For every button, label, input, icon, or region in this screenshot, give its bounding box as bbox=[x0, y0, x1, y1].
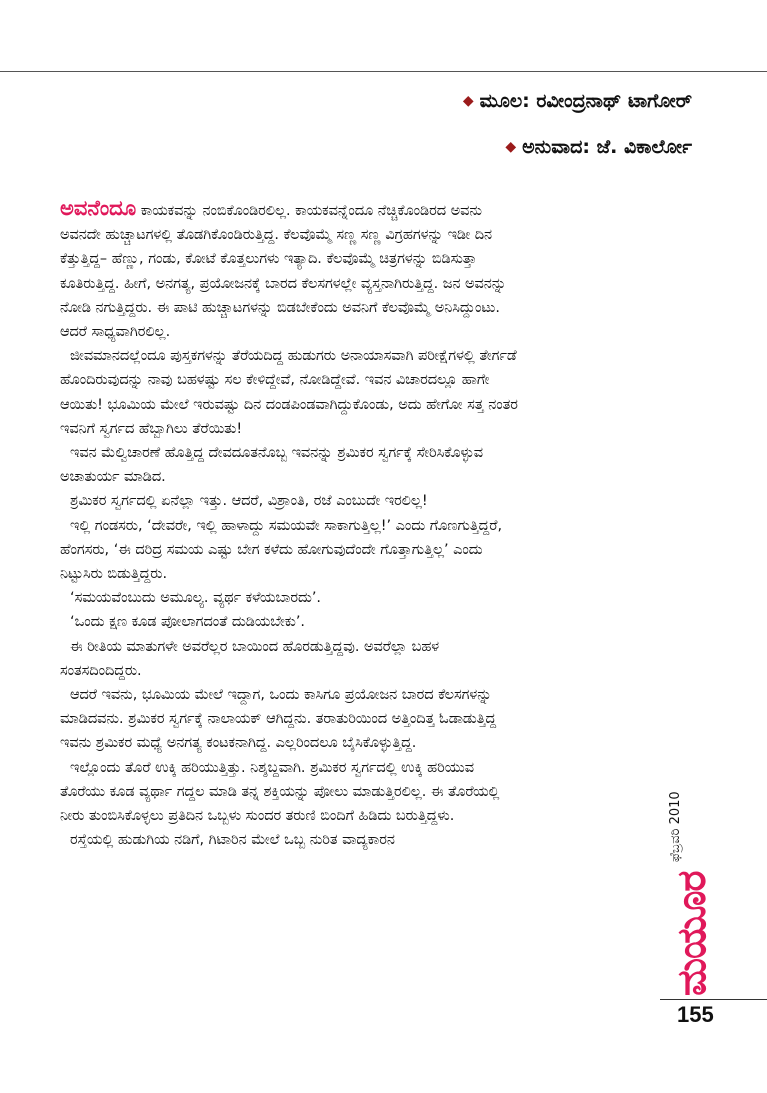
story-paragraph bbox=[60, 610, 520, 634]
translator-credit-text: ಅನುವಾದ: ಜೆ. ವಿಕಾರ್ಲೋ bbox=[522, 136, 692, 158]
top-rule bbox=[0, 71, 767, 72]
diamond-bullet-icon: ◆ bbox=[462, 93, 474, 109]
story-paragraph bbox=[60, 441, 520, 489]
paragraph-text: ‘ಸಮಯವೆಂಬುದು ಅಮೂಲ್ಯ. ವ್ಯರ್ಥ ಕಳೆಯಬಾರದು’. bbox=[70, 590, 321, 607]
paragraph-text: ಕಾಯಕವನ್ನು ನಂಬಿಕೊಂಡಿರಲಿಲ್ಲ. ಕಾಯಕವನ್ನೆಂದೂ ನೆಚ್ಚಿಕೊಂಡಿರದ ಅವನು ಅವನದೇ ಹುಚ್ಚಾಟಗಳಲ್ಲಿ ತೊಡಗಿಕೊಂಡಿರುತ್ತಿದ್ದ. ಕೆಲವೊಮ್ಮೆ ಸಣ್ಣ ಸಣ್ಣ ವಿಗ್ರಹಗಳನ್ನು ಇಡೀ ದಿನ ಕೆತ್ತುತ್ತಿದ್ದ– ಹೆಣ್ಣು, ಗಂಡು, ಕೋಟೆ ಕೊತ್ತಲುಗಳು ಇತ್ಯಾದಿ. ಕೆಲವೊಮ್ಮೆ ಚಿತ್ರಗಳನ್ನು ಬಿಡಿಸುತ್ತಾ ಕೂತಿರುತ್ತಿದ್ದ. ಹೀಗೆ, ಅನಗತ್ಯ, ಪ್ರಯೋಜನಕ್ಕೆ ಬಾರದ ಕೆಲಸಗಳಲ್ಲೇ ವ್ಯಸ್ತನಾಗಿರುತ್ತಿದ್ದ. ಜನ ಅವನನ್ನು ನೋಡಿ ನಗುತ್ತಿದ್ದರು. ಈ ಪಾಟಿ ಹುಚ್ಚಾಟಗಳನ್ನು ಬಿಡಬೇಕೆಂದು ಅವನಿಗೆ ಕೆಲವೊಮ್ಮೆ ಅನಿಸಿದ್ದುಂಟು. ಆದರೆ ಸಾಧ್ಯವಾಗಿರಲಿಲ್ಲ. bbox=[60, 203, 507, 341]
author-credit-text: ಮೂಲ: ರವೀಂದ್ರನಾಥ್ ಟಾಗೋರ್ bbox=[479, 90, 692, 112]
story-paragraph bbox=[60, 683, 520, 756]
paragraph-text: ‘ಒಂದು ಕ್ಷಣ ಕೂಡ ಪೋಲಾಗದಂತೆ ದುಡಿಯಬೇಕು’. bbox=[70, 614, 306, 631]
story-paragraph bbox=[60, 196, 520, 344]
paragraph-text: ರಸ್ತೆಯಲ್ಲಿ ಹುಡುಗಿಯ ನಡಿಗೆ, ಗಿಟಾರಿನ ಮೇಲೆ ಒಬ್ಬ ನುರಿತ ವಾದ್ಯಕಾರನ bbox=[70, 832, 395, 849]
diamond-bullet-icon: ◆ bbox=[505, 139, 517, 155]
translator-credit bbox=[505, 136, 692, 158]
author-credit bbox=[463, 90, 692, 112]
footer-rule bbox=[660, 999, 767, 1000]
paragraph-text: ಇಲ್ಲಿ ಗಂಡಸರು, ‘ದೇವರೇ, ಇಲ್ಲಿ ಹಾಳಾದ್ದು ಸಮಯವೇ ಸಾಕಾಗುತ್ತಿಲ್ಲ!’ ಎಂದು ಗೊಣಗುತ್ತಿದ್ದರೆ, ಹೆಂಗಸರು, ‘ಈ ದರಿದ್ರ ಸಮಯ ಎಷ್ಟು ಬೇಗ ಕಳೆದು ಹೋಗುವುದೆಂದೇ ಗೊತ್ತಾಗುತ್ತಿಲ್ಲ’ ಎಂದು ನಿಟ್ಟುಸಿರು ಬಿಡುತ್ತಿದ್ದರು. bbox=[60, 517, 503, 583]
paragraph-text: ಇವನ ಮೆಲ್ವಿಚಾರಣೆ ಹೊತ್ತಿದ್ದ ದೇವದೂತನೊಬ್ಬ ಇವನನ್ನು ಶ್ರಮಿಕರ ಸ್ವರ್ಗಕ್ಕೆ ಸೇರಿಸಿಕೊಳ್ಳುವ ಅಚಾತುರ್ಯ ಮಾಡಿದ. bbox=[60, 445, 484, 486]
paragraph-text: ಇಲ್ಲೊಂದು ತೊರೆ ಉಕ್ಕಿ ಹರಿಯುತ್ತಿತ್ತು. ನಿಶ್ಶಬ್ದವಾಗಿ. ಶ್ರಮಿಕರ ಸ್ವರ್ಗದಲ್ಲಿ ಉಕ್ಕಿ ಹರಿಯುವ ತೊರೆಯು ಕೂಡ ವ್ಯರ್ಥಾ ಗದ್ದಲ ಮಾಡಿ ತನ್ನ ಶಕ್ತಿಯನ್ನು ಪೋಲು ಮಾಡುತ್ತಿರಲಿಲ್ಲ. ಈ ತೊರೆಯಲ್ಲಿ ನೀರು ತುಂಬಿಸಿಕೊಳ್ಳಲು ಪ್ರತಿದಿನ ಒಬ್ಬಳು ಸುಂದರ ತರುಣಿ ಬಿಂದಿಗೆ ಹಿಡಿದು ಬರುತ್ತಿದ್ದಳು. bbox=[60, 759, 500, 825]
story-paragraph bbox=[60, 635, 520, 683]
magazine-logo: ಮಯೂರ bbox=[669, 871, 715, 996]
paragraph-text: ಶ್ರಮಿಕರ ಸ್ವರ್ಗದಲ್ಲಿ ಏನೆಲ್ಲಾ ಇತ್ತು. ಆದರೆ, ವಿಶ್ರಾಂತಿ, ರಜೆ ಎಂಬುದೇ ಇರಲಿಲ್ಲ! bbox=[70, 493, 428, 510]
paragraph-text: ಈ ರೀತಿಯ ಮಾತುಗಳೇ ಅವರೆಲ್ಲರ ಬಾಯಿಂದ ಹೊರಡುತ್ತಿದ್ದವು. ಅವರೆಲ್ಲಾ ಬಹಳ ಸಂತಸದಿಂದಿದ್ದರು. bbox=[60, 638, 440, 679]
story-paragraph bbox=[60, 828, 520, 852]
story-paragraph bbox=[60, 756, 520, 829]
lead-word: ಅವನೆಂದೂ bbox=[60, 196, 137, 220]
page-number: 155 bbox=[677, 1002, 714, 1027]
issue-date: ಫೆಬ್ರವರಿ 2010 bbox=[668, 791, 683, 862]
story-paragraph bbox=[60, 586, 520, 610]
story-paragraph bbox=[60, 489, 520, 513]
paragraph-text: ಆದರೆ ಇವನು, ಭೂಮಿಯ ಮೇಲೆ ಇದ್ದಾಗ, ಒಂದು ಕಾಸಿಗೂ ಪ್ರಯೋಜನ ಬಾರದ ಕೆಲಸಗಳನ್ನು ಮಾಡಿದವನು. ಶ್ರಮಿಕರ ಸ್ವರ್ಗಕ್ಕೆ ನಾಲಾಯಕ್ ಆಗಿದ್ದನು. ತರಾತುರಿಯಿಂದ ಅತ್ತಿಂದಿತ್ತ ಓಡಾಡುತ್ತಿದ್ದ ಇವನು ಶ್ರಮಿಕರ ಮಧ್ಯೆ ಅನಗತ್ಯ ಕಂಟಕನಾಗಿದ್ದ. ಎಲ್ಲರಿಂದಲೂ ಬೈಸಿಕೊಳ್ಳುತ್ತಿದ್ದ. bbox=[60, 687, 497, 752]
story-body bbox=[60, 196, 520, 852]
story-paragraph bbox=[60, 344, 520, 441]
paragraph-text: ಜೀವಮಾನದಲ್ಲೆಂದೂ ಪುಸ್ತಕಗಳನ್ನು ತೆರೆಯದಿದ್ದ ಹುಡುಗರು ಅನಾಯಾಸವಾಗಿ ಪರೀಕ್ಷೆಗಳಲ್ಲಿ ತೇರ್ಗಡೆ ಹೊಂದಿರುವುದನ್ನು ನಾವು ಬಹಳಷ್ಟು ಸಲ ಕೇಳಿದ್ದೇವೆ, ನೋಡಿದ್ದೇವೆ. ಇವನ ವಿಚಾರದಲ್ಲೂ ಹಾಗೇ ಆಯಿತು! ಭೂಮಿಯ ಮೇಲೆ ಇರುವಷ್ಟು ದಿನ ದಂಡಪಿಂಡವಾಗಿದ್ದುಕೊಂಡು, ಅದು ಹೇಗೋ ಸತ್ತ ನಂತರ ಇವನಿಗೆ ಸ್ವರ್ಗದ ಹೆಬ್ಬಾಗಿಲು ತೆರೆಯಿತು! bbox=[60, 348, 518, 437]
story-paragraph bbox=[60, 514, 520, 587]
